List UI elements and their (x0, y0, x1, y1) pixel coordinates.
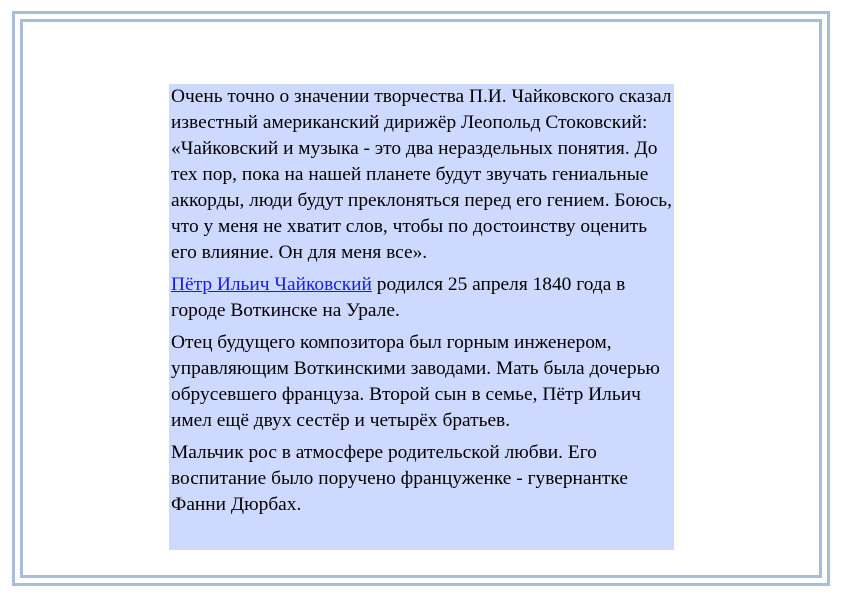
paragraph-stokowski-quote: Очень точно о значении творчества П.И. Чайковского сказал известный американский дирижёр Леопольд Стоковский: «Чайковский и музыка - это два нераздельных понятия. До тех пор, пока на нашей планете будут звучать гениальные аккорды, люди будут преклоняться перед его гением. Боюсь, что у меня не хватит слов, чтобы по достоинству оценить его влияние. Он для меня все». (171, 86, 673, 263)
paragraph-family: Отец будущего композитора был горным инженером, управляющим Воткинскими заводами. Мать была дочерью обрусевшего француза. Второй сын в семье, Пётр Ильич имел ещё двух сестёр и четырёх братьев. (171, 332, 660, 431)
paragraph-birth (169, 272, 674, 324)
paragraph-birth-text: родился 25 апреля 1840 года в городе Воткинске на Урале. (171, 274, 626, 321)
text-box (169, 84, 674, 550)
tchaikovsky-link[interactable]: Пётр Ильич Чайковский (171, 274, 372, 295)
paragraph-childhood: Мальчик рос в атмосфере родительской любви. Его воспитание было поручено француженке - гувернантке Фанни Дюрбах. (171, 442, 628, 515)
